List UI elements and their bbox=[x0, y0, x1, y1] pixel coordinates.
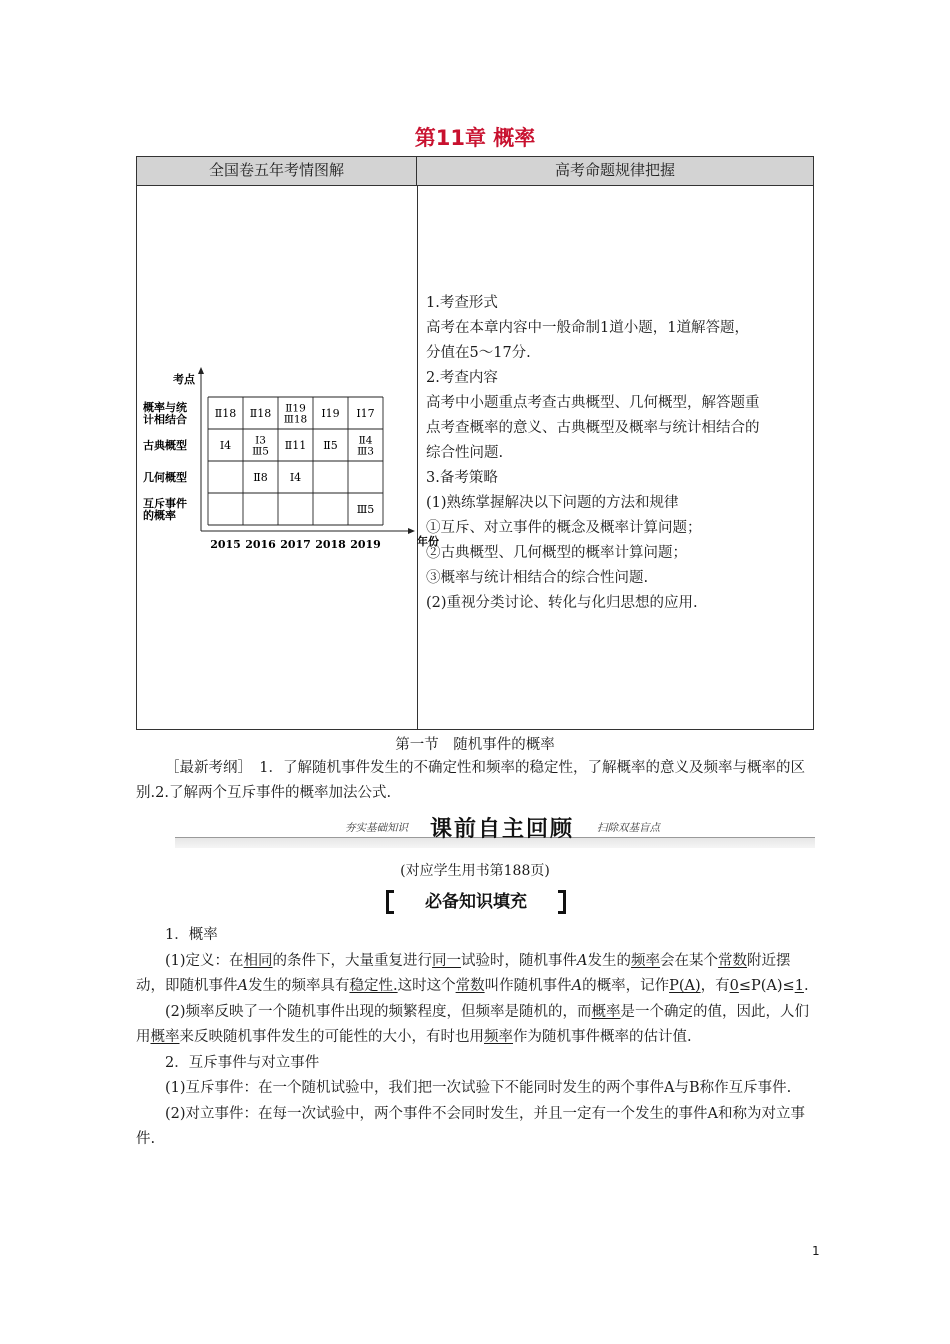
cell-value: Ⅰ3 bbox=[255, 434, 266, 447]
x-axis-label: 年份 bbox=[417, 535, 439, 548]
cell-value: Ⅲ5 bbox=[356, 503, 375, 516]
pattern-line-9: ①互斥、对立事件的概念及概率计算问题； bbox=[426, 520, 702, 536]
pattern-line-0: 1.考查形式 bbox=[426, 295, 498, 311]
year-label-2019: 2019 bbox=[350, 538, 381, 551]
right-bracket-icon bbox=[558, 890, 566, 914]
pattern-line-5: 点考查概率的意义、古典概型及概率与统计相结合的 bbox=[426, 420, 760, 436]
pattern-line-6: 综合性问题. bbox=[426, 445, 504, 461]
cell-value: Ⅱ18 bbox=[214, 407, 237, 420]
paragraph-1: 1．概率 bbox=[165, 927, 218, 943]
year-label-2015: 2015 bbox=[210, 538, 241, 551]
pattern-line-2: 分值在5～17分. bbox=[426, 345, 531, 361]
cell-value: Ⅱ11 bbox=[284, 439, 307, 452]
table-header-right: 高考命题规律把握 bbox=[417, 157, 813, 186]
cell-value: Ⅱ5 bbox=[323, 439, 338, 452]
book-reference: (对应学生用书第188页) bbox=[400, 863, 550, 879]
overview-table bbox=[136, 156, 814, 730]
table-header-left: 全国卷五年考情图解 bbox=[137, 157, 417, 186]
knowledge-title bbox=[382, 888, 570, 918]
year-label-2016: 2016 bbox=[245, 538, 276, 551]
pattern-line-4: 高考中小题重点考查古典概型、几何概型，解答题重 bbox=[426, 395, 760, 411]
cell-value: Ⅱ19 bbox=[285, 402, 306, 415]
cell-value: Ⅰ4 bbox=[289, 471, 302, 484]
cell-value: Ⅲ18 bbox=[283, 413, 308, 426]
pattern-line-1: 高考在本章内容中一般命制1道小题，1道解答题， bbox=[426, 320, 749, 336]
banner-right-text: 扫除双基盲点 bbox=[597, 822, 660, 834]
topic-label: 古典概型 bbox=[143, 439, 187, 452]
topic-label: 概率与统 bbox=[143, 401, 187, 414]
cell-value: Ⅱ18 bbox=[249, 407, 272, 420]
paragraph-6: (2)对立事件：在每一次试验中，两个事件不会同时发生，并且一定有一个发生的事件A和称为对立事件. bbox=[136, 1105, 806, 1147]
y-axis-arrow-icon bbox=[198, 367, 204, 374]
page-number: 1 bbox=[812, 1244, 820, 1258]
left-bracket-icon bbox=[386, 890, 394, 914]
pattern-line-12: (2)重视分类讨论、转化与化归思想的应用. bbox=[426, 595, 698, 611]
cell-value: Ⅱ4 bbox=[358, 434, 373, 447]
paragraph-2: (1)定义：在相同的条件下，大量重复进行同一试验时，随机事件A发生的频率会在某个常数附近摆动，即随机事件A发生的频率具有稳定性.这时这个常数叫作随机事件A的概率，记作P(A)，有0≤P(A)≤1. bbox=[136, 952, 809, 994]
topic-label: 计相结合 bbox=[143, 413, 187, 426]
cell-value: Ⅱ8 bbox=[253, 471, 268, 484]
topic-label: 的概率 bbox=[143, 509, 176, 522]
syllabus bbox=[136, 756, 814, 806]
paragraph-3: (2)频率反映了一个随机事件出现的频繁程度，但频率是随机的，而概率是一个确定的值，因此，人们用概率来反映随机事件发生的可能性的大小，有时也用频率作为随机事件概率的估计值. bbox=[136, 1003, 810, 1045]
year-label-2018: 2018 bbox=[315, 538, 346, 551]
cell-value: Ⅲ3 bbox=[357, 445, 374, 458]
pattern-line-3: 2.考查内容 bbox=[426, 370, 498, 386]
topic-label: 几何概型 bbox=[143, 471, 187, 484]
syllabus-text: ［最新考纲］ 1．了解随机事件发生的不确定性和频率的稳定性，了解概率的意义及频率与概率的区别.2.了解两个互斥事件的概率加法公式. bbox=[136, 760, 805, 801]
exam-chart-svg bbox=[143, 357, 439, 557]
section-title: 第一节 随机事件的概率 bbox=[395, 737, 555, 753]
knowledge-title-text: 必备知识填充 bbox=[425, 892, 527, 912]
year-label-2017: 2017 bbox=[280, 538, 311, 551]
chapter-title: 第11章 概率 bbox=[414, 126, 536, 150]
pattern-line-10: ②古典概型、几何概型的概率计算问题； bbox=[426, 545, 687, 561]
x-axis-arrow-icon bbox=[408, 528, 415, 534]
paragraph-5: (1)互斥事件：在一个随机试验中，我们把一次试验下不能同时发生的两个事件A与B称作互斥事件. bbox=[165, 1080, 792, 1096]
paragraph-4: 2．互斥事件与对立事件 bbox=[165, 1054, 320, 1071]
pattern-line-11: ③概率与统计相结合的综合性问题. bbox=[426, 570, 649, 586]
cell-value: Ⅲ5 bbox=[252, 445, 269, 458]
topic-label: 互斥事件 bbox=[143, 497, 187, 510]
table-divider bbox=[417, 186, 418, 729]
banner-left-text: 夯实基础知识 bbox=[345, 822, 408, 834]
y-axis-label: 考点 bbox=[173, 373, 195, 386]
cell-value: Ⅰ4 bbox=[219, 439, 232, 452]
pattern-line-7: 3.备考策略 bbox=[426, 470, 498, 486]
pattern-line-8: (1)熟练掌握解决以下问题的方法和规律 bbox=[426, 495, 679, 511]
cell-value: Ⅰ19 bbox=[321, 407, 340, 420]
cell-value: Ⅰ17 bbox=[356, 407, 375, 420]
banner-main-text: 课前自主回顾 bbox=[430, 817, 575, 842]
section-banner bbox=[175, 812, 815, 852]
body-text bbox=[136, 923, 816, 1153]
exam-pattern-text bbox=[426, 291, 810, 616]
exam-chart bbox=[143, 357, 439, 557]
